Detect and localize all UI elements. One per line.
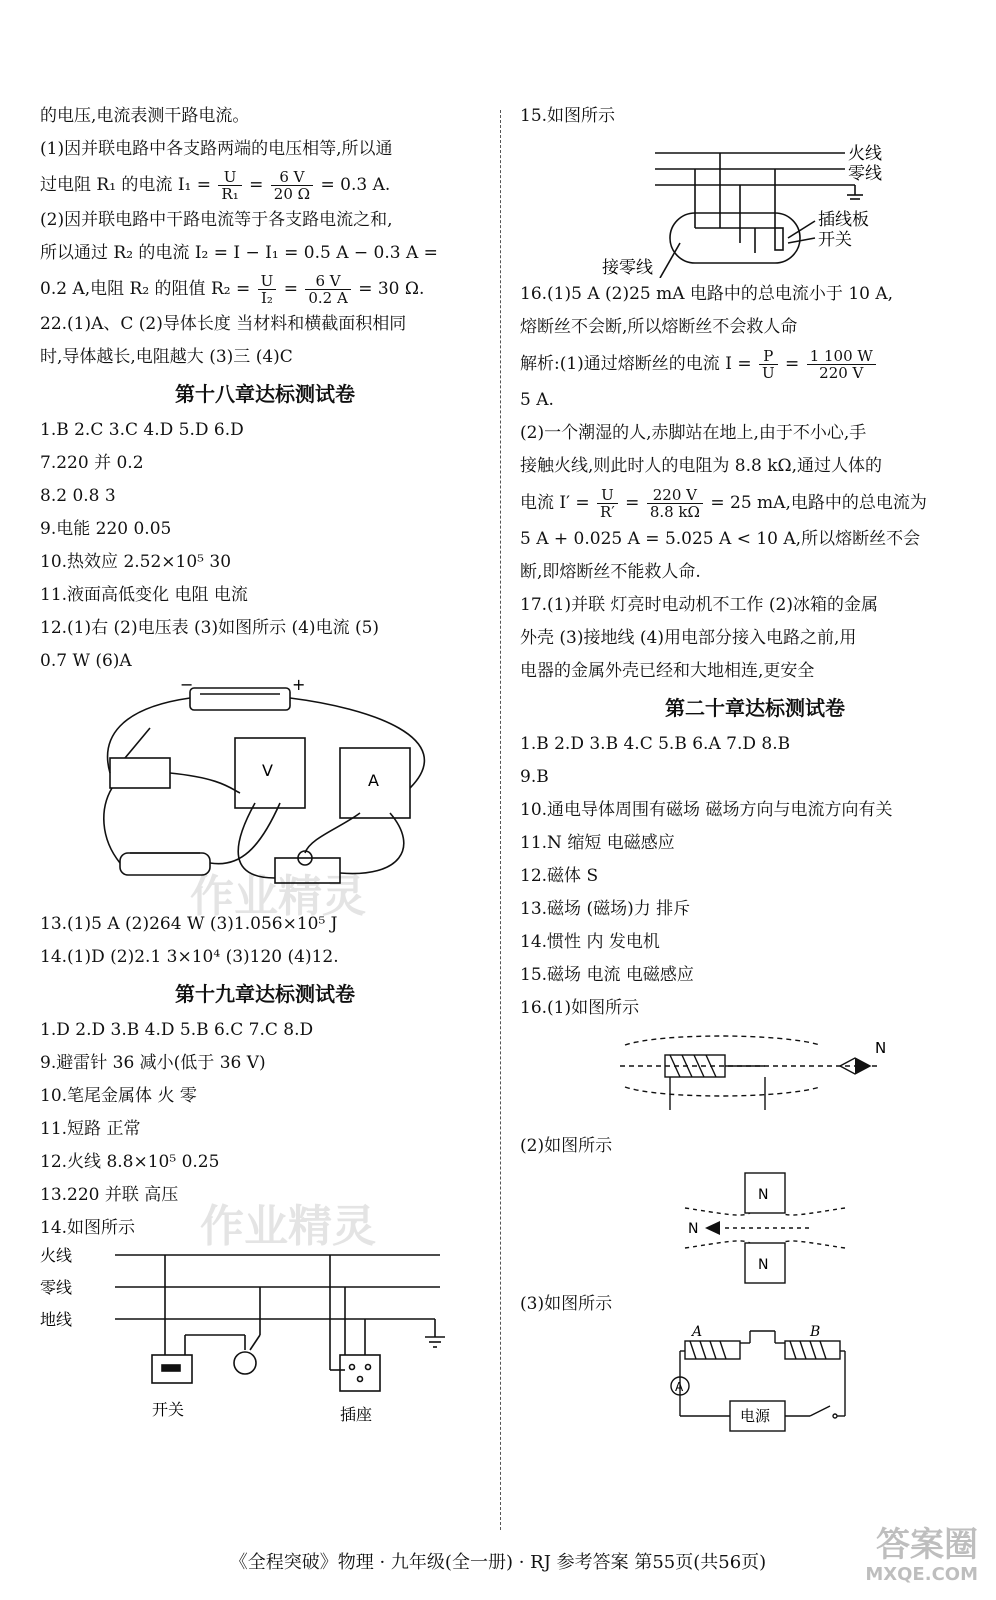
formula-line: [520, 483, 990, 523]
text-line: 断,即熔断丝不能救人命.: [520, 562, 701, 582]
numerator: U: [258, 273, 277, 290]
page-footer: 《全程突破》物理 · 九年级(全一册) · RJ 参考答案 第55页(共56页): [229, 1552, 767, 1573]
numerator: 6 V: [271, 169, 313, 186]
answer-line: 11.N 缩短 电磁感应: [520, 833, 675, 853]
answer-line: 11.短路 正常: [40, 1119, 141, 1139]
answer-line: 16.(1)5 A (2)25 mA 电路中的总电流小于 10 A,: [520, 284, 894, 304]
answer-line: 1.B 2.D 3.B 4.C 5.B 6.A 7.D 8.B: [520, 734, 791, 754]
text-line: 所以通过 R₂ 的电流 I₂ = I − I₁ = 0.5 A − 0.3 A =: [40, 243, 438, 263]
denominator: 8.8 kΩ: [649, 503, 700, 521]
text: = 30 Ω.: [358, 279, 425, 299]
electromagnet-circuit-figure: [520, 1321, 990, 1441]
answer-line: 电器的金属外壳已经和大地相连,更安全: [520, 661, 815, 681]
power-source-label: 电源: [740, 1407, 771, 1425]
answer-line: 13.220 并联 高压: [40, 1185, 179, 1205]
answer-line: 14.如图所示: [40, 1218, 136, 1238]
answer-line: 1.D 2.D 3.B 4.D 5.B 6.C 7.C 8.D: [40, 1020, 314, 1040]
strip-label: 插线板: [818, 210, 869, 230]
answer-line: 时,导体越长,电阻越大 (3)三 (4)C: [40, 347, 293, 367]
denominator: R′: [600, 503, 615, 521]
numerator: P: [759, 348, 778, 365]
text: =: [625, 493, 640, 513]
watermark: 作业精灵: [200, 1201, 376, 1252]
text-line: (2)因并联电路中干路电流等于各支路电流之和,: [40, 210, 393, 230]
ground-label: 地线: [40, 1310, 73, 1329]
answer-line: 16.(1)如图所示: [520, 998, 640, 1018]
text-line: (1)因并联电路中各支路两端的电压相等,所以通: [40, 139, 393, 159]
live-label: 火线: [848, 144, 882, 164]
house-wiring-figure: [40, 1245, 490, 1435]
numerator: 6 V: [305, 273, 350, 290]
answer-line: 15.如图所示: [520, 106, 616, 126]
svg-text:V: V: [262, 761, 273, 780]
answer-line: 12.磁体 S: [520, 866, 599, 886]
text: 过电阻 R₁ 的电流 I₁ =: [40, 175, 212, 195]
column-divider: [500, 110, 501, 1530]
numerator: U: [597, 487, 618, 504]
answer-line: 7.220 并 0.2: [40, 453, 144, 473]
text: =: [785, 354, 800, 374]
switch-label: 开关: [152, 1400, 185, 1419]
answer-line: 22.(1)A、C (2)导体长度 当材料和横截面积相同: [40, 314, 407, 334]
text: =: [249, 175, 264, 195]
section-heading-19: 第十九章达标测试卷: [175, 982, 355, 1006]
answer-line: 17.(1)并联 灯亮时电动机不工作 (2)冰箱的金属: [520, 595, 879, 615]
fraction: [271, 169, 313, 202]
text-line: 5 A + 0.025 A = 5.025 A < 10 A,所以熔断丝不会: [520, 529, 921, 549]
neutral-label: 零线: [40, 1278, 73, 1297]
svg-text:−: −: [180, 678, 194, 694]
formula-line: [520, 344, 990, 384]
section-heading-20: 第二十章达标测试卷: [665, 696, 845, 720]
numerator: 220 V: [647, 487, 703, 504]
formula-line: [40, 270, 490, 308]
compass-north: N: [688, 1221, 699, 1237]
logo-bottom: MXQE.COM: [865, 1564, 978, 1585]
denominator: R₁: [221, 185, 239, 203]
text-line: 接触火线,则此时人的电阻为 8.8 kΩ,通过人体的: [520, 456, 883, 476]
answer-line: 1.B 2.C 3.C 4.D 5.D 6.D: [40, 420, 244, 440]
section-heading-18: 第十八章达标测试卷: [175, 382, 355, 406]
answer-line: 9.B: [520, 767, 549, 787]
text: 解析:(1)通过熔断丝的电流 I =: [520, 354, 752, 374]
fraction: [759, 348, 778, 381]
power-strip-figure: [520, 133, 990, 278]
site-logo: [828, 1526, 978, 1586]
north-pole-top: N: [758, 1187, 769, 1203]
fraction: [218, 169, 241, 202]
neutral-label: 零线: [848, 164, 882, 184]
answer-line: 9.电能 220 0.05: [40, 519, 172, 539]
logo-top: 答案圈: [876, 1525, 978, 1565]
answer-line: 13.(1)5 A (2)264 W (3)1.056×10⁵ J: [40, 914, 338, 934]
socket-label: 插座: [340, 1405, 373, 1424]
answer-line: 熔断丝不会断,所以熔断丝不会救人命: [520, 317, 798, 337]
live-label: 火线: [40, 1246, 73, 1265]
answer-line: 10.热效应 2.52×10⁵ 30: [40, 552, 232, 572]
watermark: 作业精灵: [190, 871, 366, 922]
north-pole-bottom: N: [758, 1257, 769, 1273]
text: =: [283, 279, 298, 299]
numerator: U: [218, 169, 241, 186]
answer-line: 12.火线 8.8×10⁵ 0.25: [40, 1152, 220, 1172]
neutral-conn-label: 接零线: [602, 258, 653, 278]
text: = 25 mA,电路中的总电流为: [710, 493, 927, 513]
answer-line: (3)如图所示: [520, 1294, 613, 1314]
text: = 0.3 A.: [320, 175, 391, 195]
right-column: [520, 100, 990, 1441]
text-line: 5 A.: [520, 390, 554, 410]
text: 0.2 A,电阻 R₂ 的阻值 R₂ =: [40, 279, 251, 299]
answer-line: 0.7 W (6)A: [40, 651, 132, 671]
answer-line: 14.惯性 内 发电机: [520, 932, 660, 952]
fraction: [807, 348, 876, 381]
text-line: (2)一个潮湿的人,赤脚站在地上,由于不小心,手: [520, 423, 867, 443]
solenoid-figure: [520, 1025, 990, 1130]
magnet-poles-figure: [520, 1163, 990, 1288]
text-line: 的电压,电流表测干路电流。: [40, 106, 250, 126]
fraction: [258, 273, 277, 306]
answer-line: (2)如图所示: [520, 1136, 613, 1156]
answer-line: 10.通电导体周围有磁场 磁场方向与电流方向有关: [520, 800, 893, 820]
denominator: I₂: [260, 289, 273, 307]
formula-line: [40, 166, 490, 204]
denominator: U: [761, 364, 775, 382]
answer-line: 13.磁场 (磁场)力 排斥: [520, 899, 691, 919]
svg-text:+: +: [292, 678, 306, 694]
coil-b-label: B: [810, 1324, 821, 1340]
answer-line: 15.磁场 电流 电磁感应: [520, 965, 694, 985]
text: 电流 I′ =: [520, 493, 590, 513]
denominator: 220 V: [819, 364, 864, 382]
ammeter-label: A: [675, 1380, 684, 1394]
answer-line: 8.2 0.8 3: [40, 486, 116, 506]
svg-text:A: A: [368, 771, 379, 790]
coil-a-label: A: [692, 1324, 703, 1340]
fraction: [597, 487, 618, 520]
denominator: 0.2 A: [308, 289, 348, 307]
answer-line: 14.(1)D (2)2.1 3×10⁴ (3)120 (4)12.: [40, 947, 339, 967]
fraction: [305, 273, 350, 306]
answer-line: 10.笔尾金属体 火 零: [40, 1086, 197, 1106]
answer-line: 9.避雷针 36 减小(低于 36 V): [40, 1053, 266, 1073]
fraction: [647, 487, 703, 520]
answer-line: 外壳 (3)接地线 (4)用电部分接入电路之前,用: [520, 628, 857, 648]
switch-label: 开关: [818, 230, 852, 250]
denominator: 20 Ω: [273, 185, 311, 203]
answer-line: 12.(1)右 (2)电压表 (3)如图所示 (4)电流 (5): [40, 618, 380, 638]
answer-line: 11.液面高低变化 电阻 电流: [40, 585, 248, 605]
numerator: 1 100 W: [807, 348, 876, 365]
north-label: N: [875, 1039, 887, 1057]
